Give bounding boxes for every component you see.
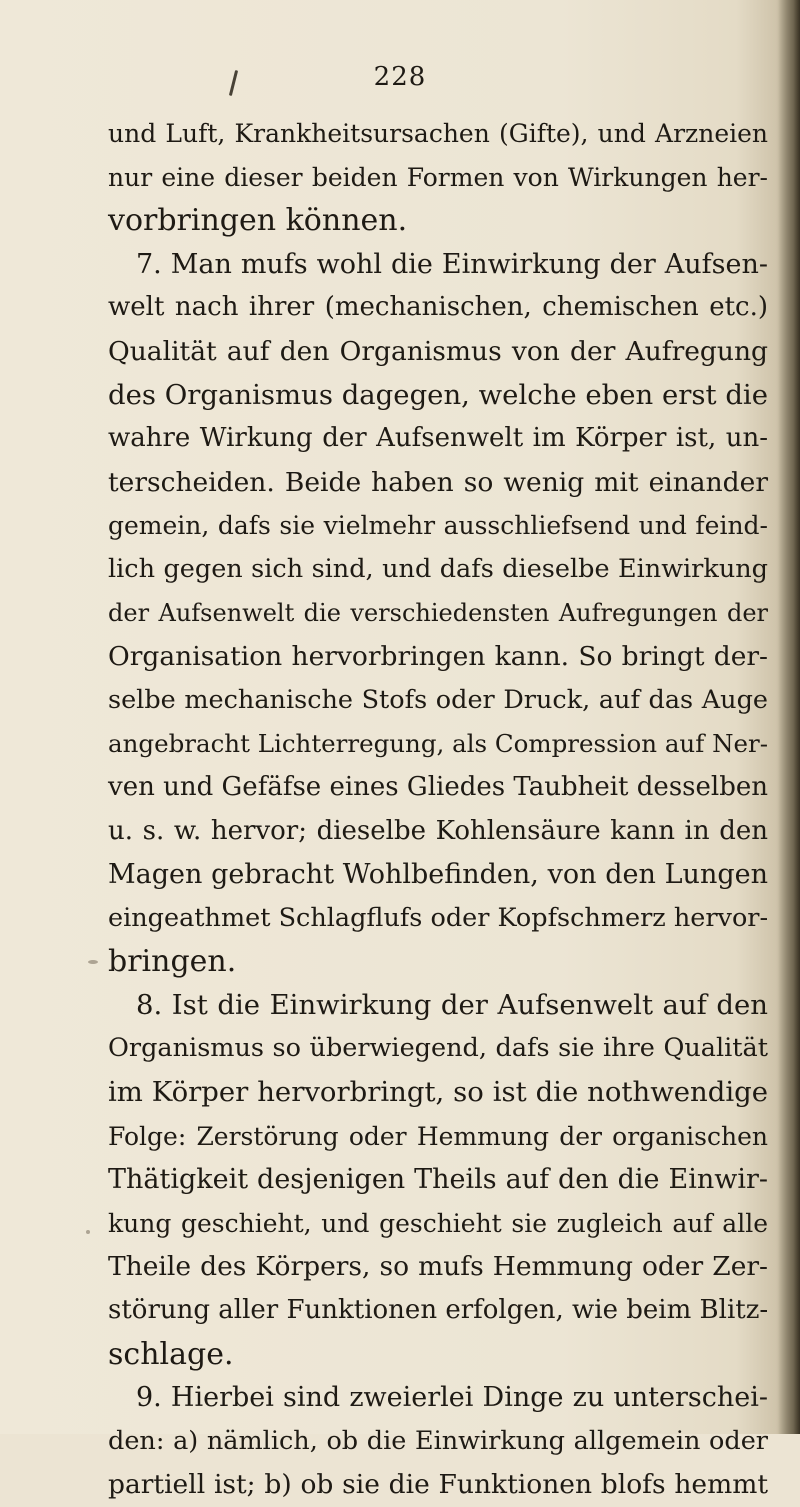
text-line: ven und Gefäfse eines Gliedes Taubheit desselben bbox=[108, 771, 768, 802]
text-line: der Aufsenwelt die verschiedensten Aufregungen der bbox=[108, 598, 768, 627]
text-line: eingeathmet Schlagflufs oder Kopfschmerz hervor- bbox=[108, 902, 769, 933]
text-line: und Luft, Krankheitsursachen (Gifte), und Arzneien bbox=[108, 119, 768, 148]
text-line: im Körper hervorbringt, so ist die nothwendige bbox=[108, 1076, 768, 1109]
text-line: des Organismus dagegen, welche eben erst die bbox=[108, 378, 768, 411]
text-line: 8. Ist die Einwirkung der Aufsenwelt auf den bbox=[136, 988, 768, 1021]
text-line: Magen gebracht Wohlbefinden, von den Lungen bbox=[108, 859, 768, 891]
ink-speck bbox=[229, 70, 238, 96]
text-line: 7. Man mufs wohl die Einwirkung der Aufsen- bbox=[136, 248, 768, 280]
text-line: selbe mechanische Stofs oder Druck, auf das Auge bbox=[108, 684, 768, 715]
page-edge-shadow bbox=[778, 0, 800, 1434]
text-line: störung aller Funktionen erfolgen, wie beim Blitz- bbox=[108, 1295, 769, 1326]
text-line: vorbringen können. bbox=[108, 203, 408, 239]
text-line: bringen. bbox=[108, 944, 237, 980]
text-line: welt nach ihrer (mechanischen, chemischen etc.) bbox=[108, 292, 768, 323]
text-line: den: a) nämlich, ob die Einwirkung allgemein oder bbox=[108, 1425, 768, 1456]
text-line: wahre Wirkung der Aufsenwelt im Körper ist, un- bbox=[108, 423, 768, 454]
ink-speck bbox=[88, 960, 98, 964]
text-line: Folge: Zerstörung oder Hemmung der organischen bbox=[108, 1121, 768, 1151]
text-line: Theile des Körpers, so mufs Hemmung oder Zer- bbox=[108, 1251, 768, 1283]
text-line: Qualität auf den Organismus von der Aufregung bbox=[108, 335, 768, 367]
text-line: terscheiden. Beide haben so wenig mit einander bbox=[108, 466, 768, 498]
text-line: Organismus so überwiegend, dafs sie ihre Qualität bbox=[108, 1033, 768, 1064]
text-line: Organisation hervorbringen kann. So bringt der- bbox=[108, 641, 768, 673]
text-line: partiell ist; b) ob sie die Funktionen blofs hemmt bbox=[108, 1469, 768, 1501]
text-line: nur eine dieser beiden Formen von Wirkungen her- bbox=[108, 162, 768, 192]
text-line: Thätigkeit desjenigen Theils auf den die Einwir- bbox=[108, 1164, 768, 1196]
body-text bbox=[108, 112, 768, 1507]
text-line: gemein, dafs sie vielmehr ausschliefsend und feind- bbox=[108, 511, 768, 541]
text-line: 9. Hierbei sind zweierlei Dinge zu unterschei- bbox=[136, 1382, 768, 1414]
text-line: schlage. bbox=[108, 1336, 234, 1372]
page-number: 228 bbox=[373, 62, 427, 92]
text-line: u. s. w. hervor; dieselbe Kohlensäure kann in den bbox=[108, 815, 768, 846]
ink-speck bbox=[86, 1230, 90, 1234]
text-line: angebracht Lichterregung, als Compression auf Ner- bbox=[108, 729, 768, 759]
text-line: kung geschieht, und geschieht sie zugleich auf alle bbox=[108, 1208, 768, 1238]
text-line: lich gegen sich sind, und dafs dieselbe Einwirkung bbox=[108, 553, 768, 584]
